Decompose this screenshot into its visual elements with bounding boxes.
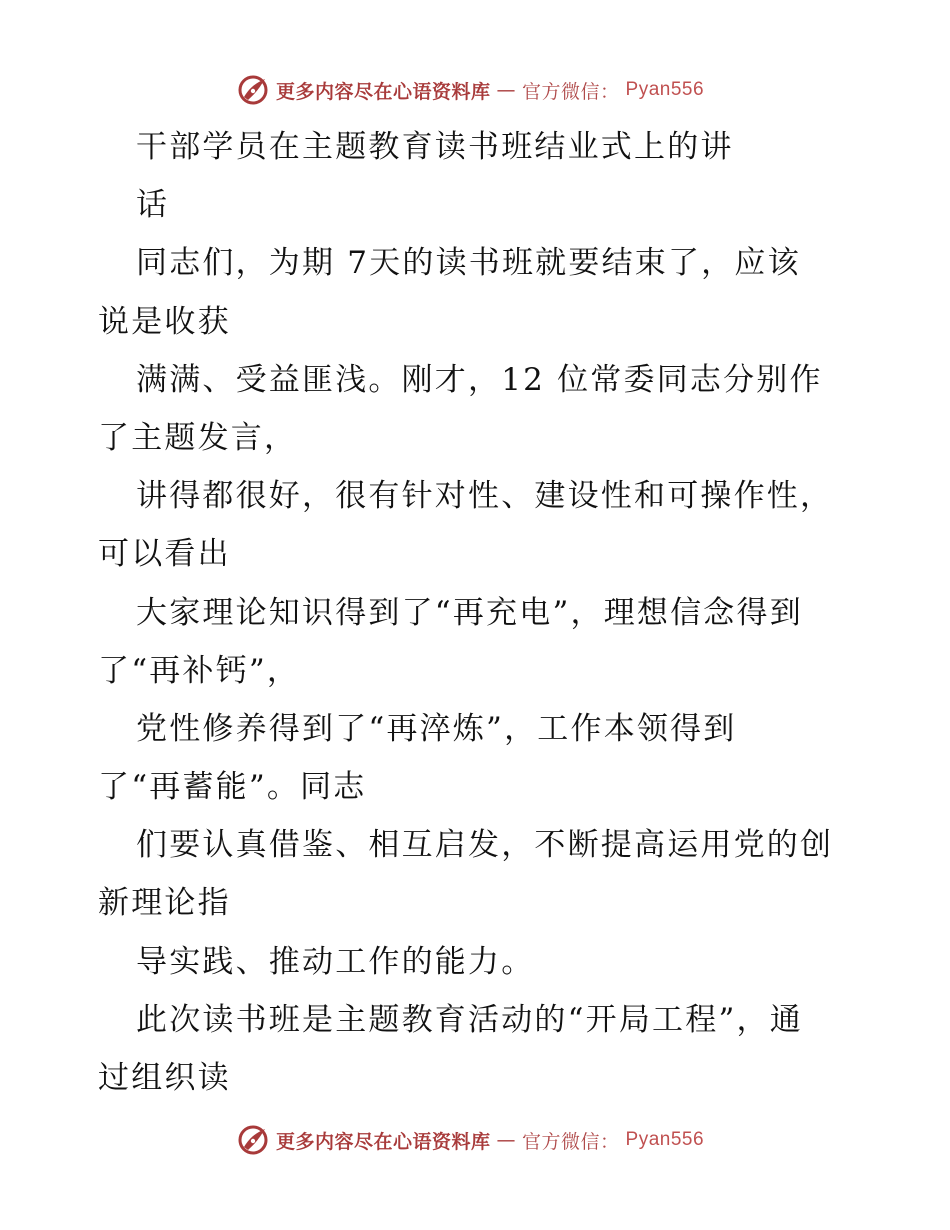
watermark-dash: — — [496, 1129, 517, 1151]
text-line: 导实践、推动工作的能力。 — [136, 943, 535, 980]
text-line: 了“再蓄能”。同志 — [98, 769, 367, 806]
text-line: 新理论指 — [98, 885, 231, 922]
text-line: 此次读书班是主题教育活动的“开局工程”，通 — [136, 1001, 803, 1038]
watermark-wechat-label: 官方微信： — [522, 80, 620, 103]
text-line: 同志们，为期 7天的读书班就要结束了，应该 — [136, 245, 801, 282]
footer-watermark — [236, 1122, 756, 1158]
text-line: 了主题发言， — [98, 419, 298, 456]
text-line: 党性修养得到了“再淬炼”，工作本领得到 — [136, 710, 737, 747]
text-line: 满满、受益匪浅。刚才，12 位常委同志分别作 — [136, 361, 823, 398]
watermark-wechat-label: 官方微信： — [522, 1130, 620, 1153]
text-line: 可以看出 — [98, 536, 231, 573]
watermark-dash: — — [496, 79, 517, 101]
watermark-main-text: 更多内容尽在心语资料库 — [276, 1130, 491, 1153]
pen-nib-logo-icon — [236, 73, 270, 107]
watermark-wechat-id: Pyan556 — [625, 79, 705, 100]
text-line: 干部学员在主题教育读书班结业式上的讲 — [136, 129, 734, 165]
document-body — [98, 118, 858, 1107]
text-line: 们要认真借鉴、相互启发，不断提高运用党的创 — [136, 827, 834, 864]
watermark-main-text: 更多内容尽在心语资料库 — [276, 80, 491, 103]
watermark-wechat-id: Pyan556 — [625, 1129, 705, 1150]
text-line: 说是收获 — [98, 303, 231, 340]
text-line: 了“再补钙”， — [98, 652, 301, 689]
text-line: 大家理论知识得到了“再充电”，理想信念得到 — [136, 594, 803, 631]
text-line: 过组织读 — [98, 1060, 231, 1096]
pen-nib-logo-icon — [236, 1123, 270, 1157]
header-watermark — [236, 72, 756, 108]
text-line: 话 — [136, 187, 170, 224]
text-line: 讲得都很好，很有针对性、建设性和可操作性， — [136, 478, 834, 515]
